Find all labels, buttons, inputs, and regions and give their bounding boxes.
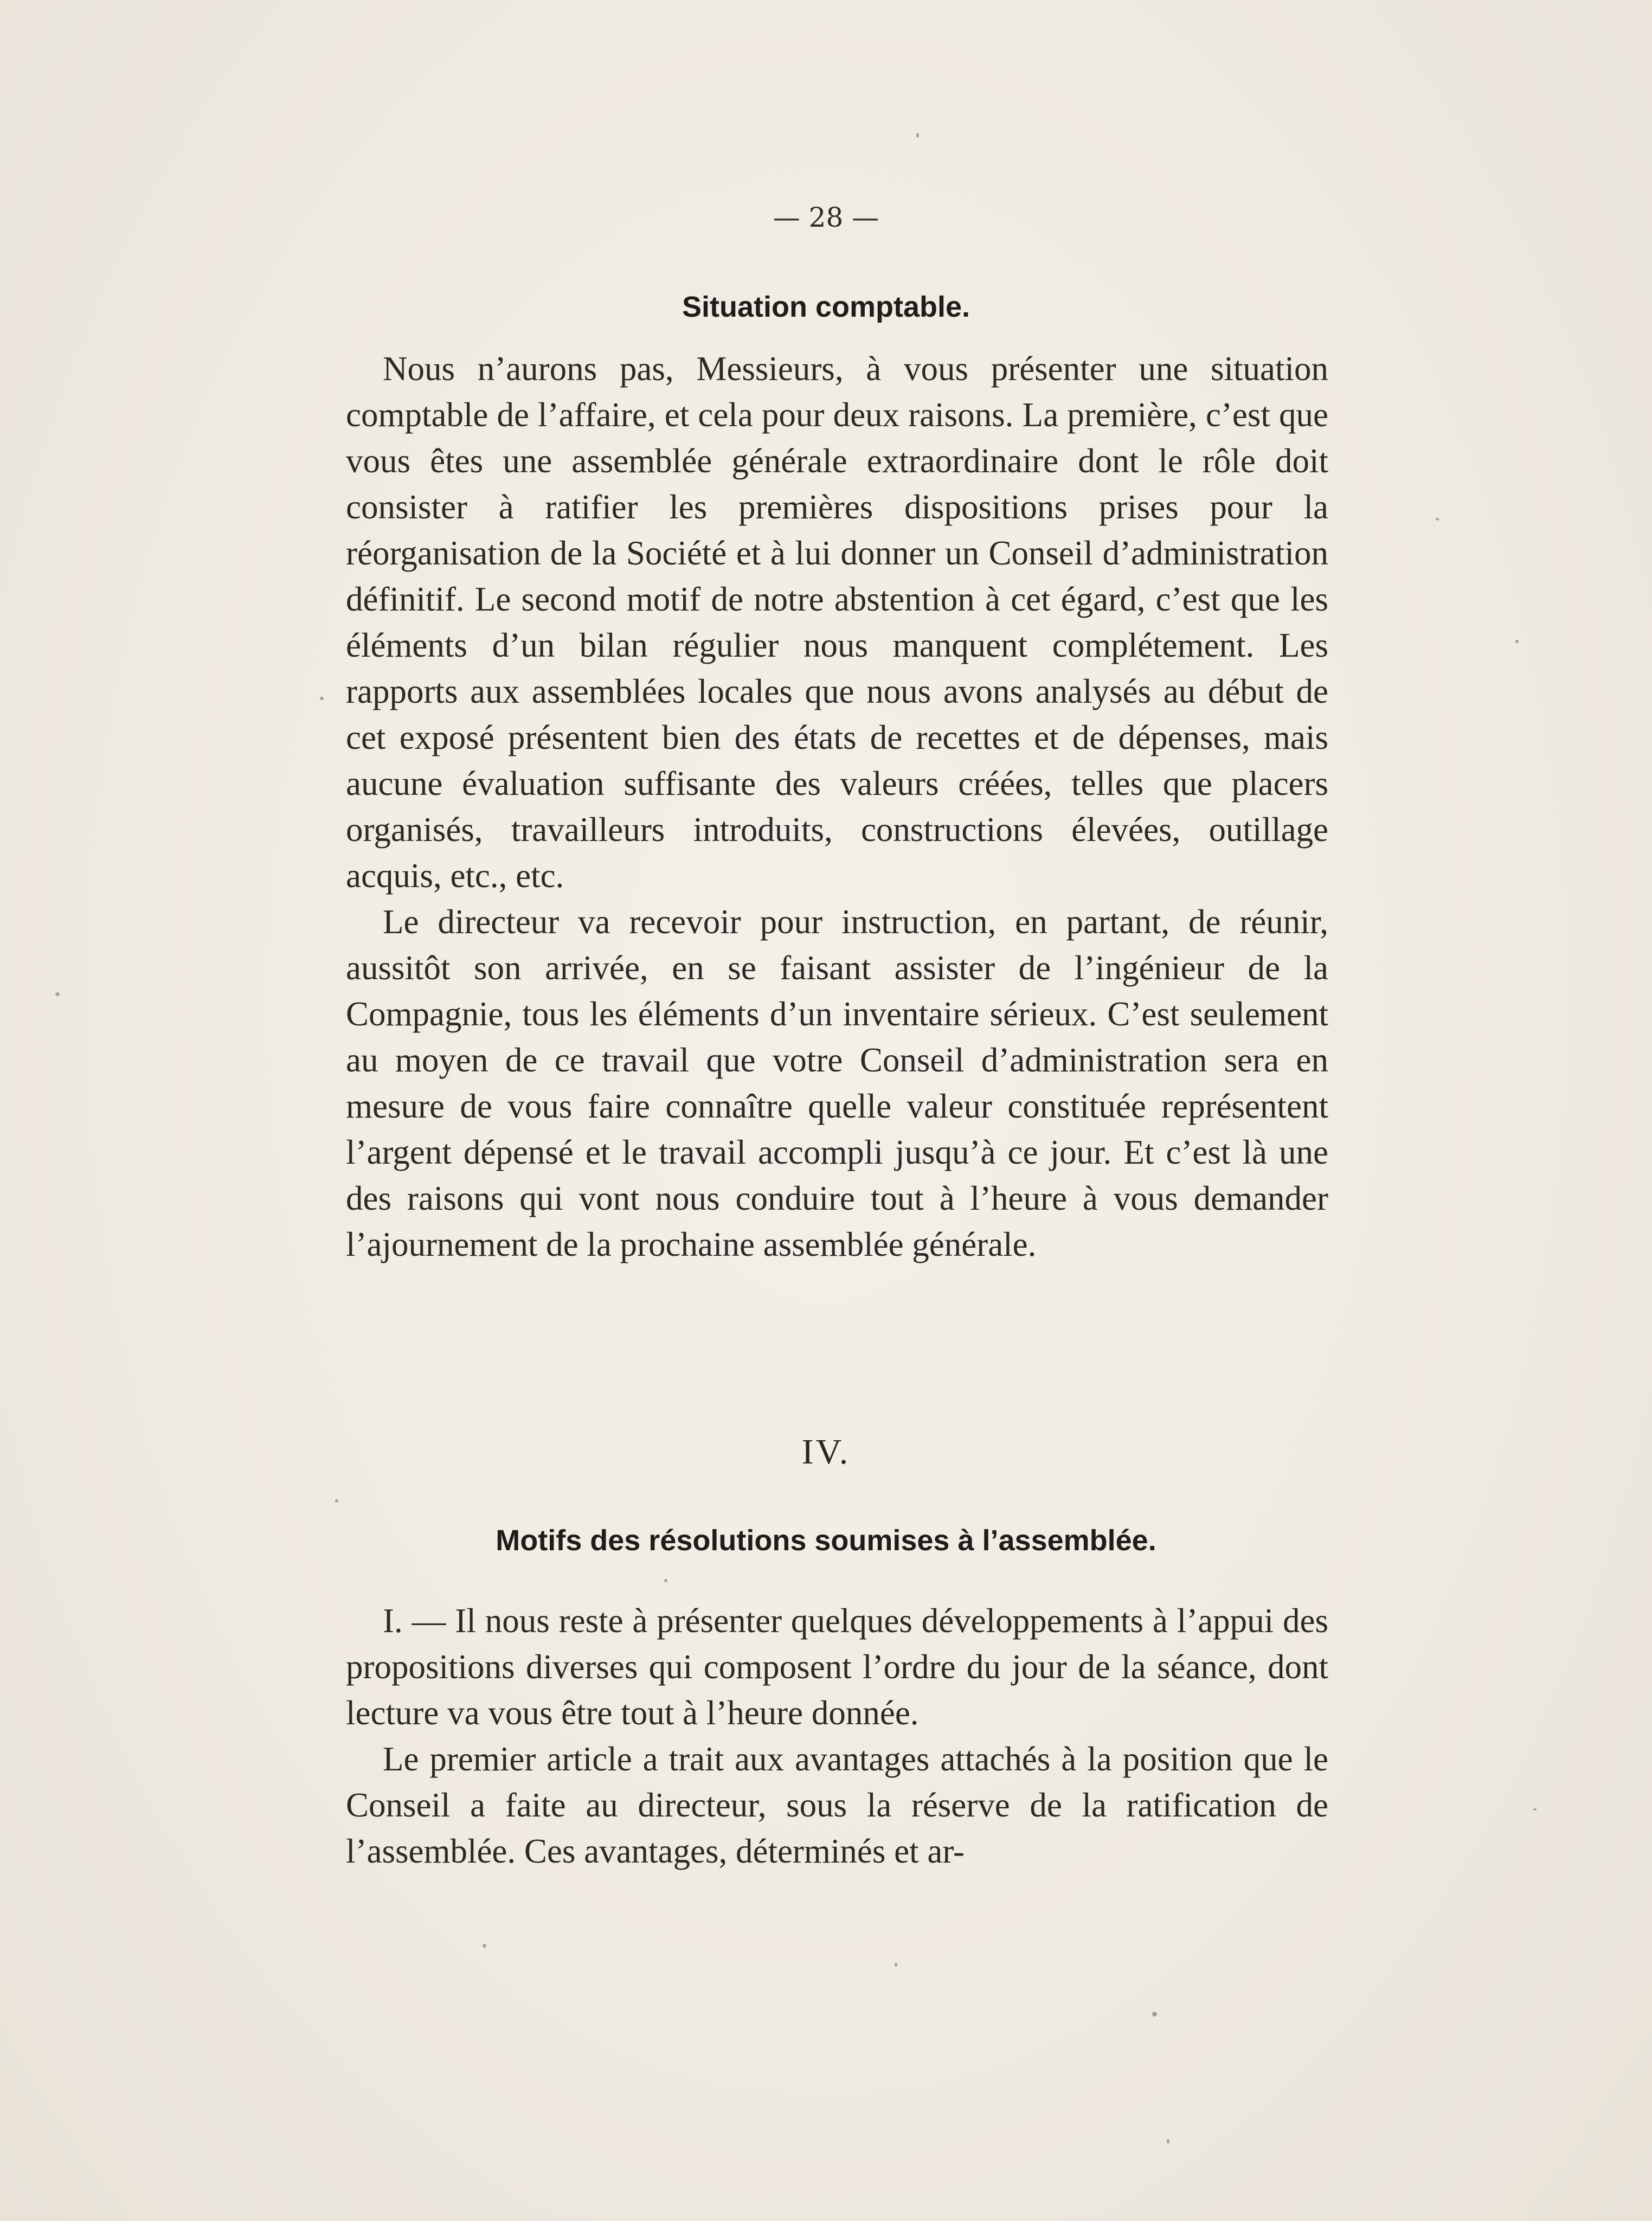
scan-speck — [335, 1499, 338, 1503]
scan-speck — [1515, 640, 1519, 643]
scan-speck — [320, 697, 324, 700]
section-number: IV. — [801, 1432, 851, 1472]
scan-speck — [1533, 1808, 1537, 1811]
paragraph: I. — Il nous reste à présenter quelques développements à l’appui des propositions diverses qui composent l’ordre du jour de la séance, dont lecture va vous être tout à l’heure donnée. — [346, 1602, 1328, 1732]
scan-speck — [1152, 2012, 1157, 2017]
scan-speck — [664, 1579, 667, 1582]
scan-speck — [1167, 2139, 1169, 2143]
paragraph: Nous n’aurons pas, Messieurs, à vous présenter une situation comptable de l’affaire, et cela pour deux raisons. La première, c’est que vous êtes une assemblée générale extraordinaire dont le rôle doit consister à ratifier les premières dispositions prises pour la réorganisation de la Société et à lui donner un Conseil d’administration définitif. Le second motif de notre abstention à cet égard, c’est que les éléments d’un bilan régulier nous manquent complétement. Les rapports aux assemblées locales que nous avons analysés au début de cet exposé présentent bien des états de recettes et de dépenses, mais aucune évaluation suffisante des valeurs créées, telles que placers organisés, travailleurs introduits, constructions élevées, outillage acquis, etc., etc. — [346, 350, 1328, 895]
scan-speck — [483, 1944, 486, 1948]
section-heading-motifs: Motifs des résolutions soumises à l’assemblée. — [496, 1524, 1156, 1557]
paragraph: Le directeur va recevoir pour instruction, en partant, de réunir, aussitôt son arrivée, en se faisant assister de l’ingénieur de la Compagnie, tous les éléments d’un inventaire sérieux. C’est seulement au moyen de ce travail que votre Conseil d’administration sera en mesure de vous faire connaître quelle valeur constituée représentent l’argent dépensé et le travail accompli jusqu’à ce jour. Et c’est là une des raisons qui vont nous conduire tout à l’heure à vous demander l’ajournement de la prochaine assemblée générale. — [346, 903, 1328, 1263]
scan-speck — [895, 1963, 897, 1967]
scan-speck — [55, 992, 60, 996]
paragraph: Le premier article a trait aux avantages attachés à la position que le Conseil a faite au directeur, sous la réserve de la ratification de l’assemblée. Ces avantages, déterminés et ar- — [346, 1740, 1328, 1870]
section-heading-situation-comptable: Situation comptable. — [682, 291, 970, 323]
section1-body — [346, 346, 1328, 1268]
section2-body — [346, 1598, 1328, 1875]
scan-speck — [1436, 518, 1439, 521]
page-number: — 28 — — [773, 202, 879, 233]
scan-speck — [916, 133, 919, 138]
